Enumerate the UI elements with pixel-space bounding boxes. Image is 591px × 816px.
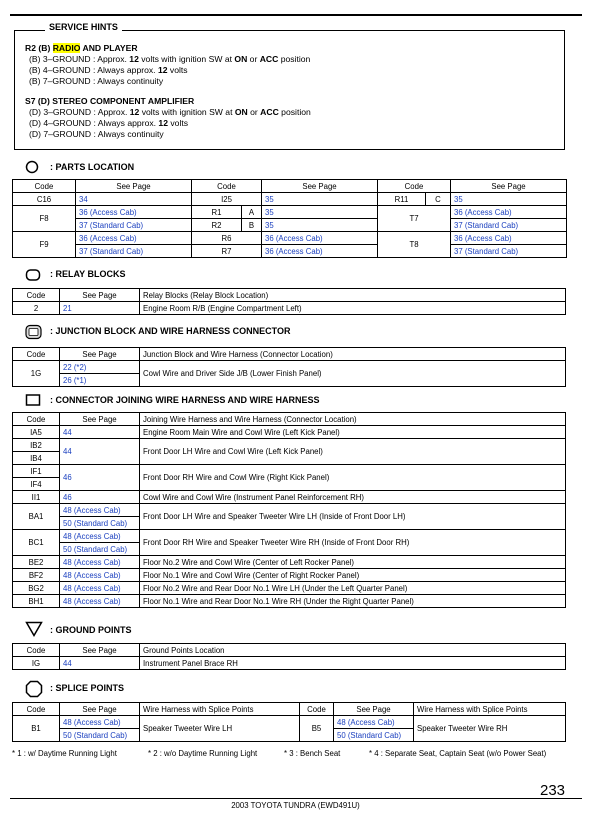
footnote-3: * 3 : Bench Seat	[284, 749, 341, 758]
hint-text: volts	[167, 118, 189, 128]
bottom-rule	[10, 798, 582, 799]
table-cell: IA5	[13, 426, 60, 439]
hint-s7-line-3	[25, 129, 311, 140]
connector-joining-table	[12, 412, 566, 608]
ground-points-table	[12, 643, 566, 670]
table-cell: T8	[378, 232, 451, 258]
octagon-icon	[25, 680, 43, 698]
service-hints-legend: SERVICE HINTS	[45, 22, 122, 32]
table-row	[13, 302, 566, 315]
hint-text: volts with ignition SW at	[139, 107, 235, 117]
page-link[interactable]: 37 (Standard Cab)	[451, 245, 567, 258]
table-cell: IB4	[13, 452, 60, 465]
column-header: Code	[13, 289, 60, 302]
hint-r2-line-3	[25, 76, 310, 87]
table-row	[13, 426, 566, 439]
table-cell: A	[242, 206, 262, 219]
splice-points-title: : SPLICE POINTS	[50, 683, 125, 693]
hint-text: (B) 3–GROUND : Approx.	[29, 54, 130, 64]
column-header: Code	[13, 413, 60, 426]
table-cell: II1	[13, 491, 60, 504]
page-link[interactable]: 50 (Standard Cab)	[60, 517, 140, 530]
table-cell: BC1	[13, 530, 60, 556]
page-link[interactable]: 50 (Standard Cab)	[60, 729, 140, 742]
table-row	[13, 245, 567, 258]
page-link[interactable]: 48 (Access Cab)	[60, 582, 140, 595]
table-cell: Cowl Wire and Cowl Wire (Instrument Panel Reinforcement RH)	[140, 491, 566, 504]
page-link[interactable]: 22 (*2)	[60, 361, 140, 374]
hint-r2-name: AND PLAYER	[82, 43, 138, 53]
page-link[interactable]: 48 (Access Cab)	[60, 595, 140, 608]
table-cell: Junction Block and Wire Harness (Connector Location)	[140, 348, 566, 361]
hint-r2-code: R2 (B)	[25, 43, 51, 53]
hint-text: (D) 7–GROUND : Always continuity	[29, 129, 164, 139]
page-link[interactable]: 48 (Access Cab)	[334, 716, 414, 729]
table-header	[13, 348, 566, 361]
table-cell: C16	[13, 193, 76, 206]
table-row	[13, 582, 566, 595]
hint-text: or	[247, 107, 261, 117]
table-cell: Engine Room R/B (Engine Compartment Left)	[140, 302, 566, 315]
table-cell: IB2	[13, 439, 60, 452]
triangle-icon	[25, 621, 43, 637]
relay-blocks-title: : RELAY BLOCKS	[50, 269, 126, 279]
table-header	[13, 413, 566, 426]
page-link[interactable]: 46	[60, 465, 140, 491]
hint-text: 12	[129, 54, 139, 64]
junction-block-icon	[25, 324, 43, 340]
hint-text: ON	[234, 107, 248, 117]
hint-text: ACC	[259, 54, 279, 64]
page-link[interactable]: 36 (Access Cab)	[76, 232, 192, 245]
table-row	[13, 232, 567, 245]
column-header: Code	[13, 644, 60, 657]
table-row	[13, 716, 566, 729]
table-cell: IF4	[13, 478, 60, 491]
footnote-2: * 2 : w/o Daytime Running Light	[148, 749, 258, 758]
table-cell: Relay Blocks (Relay Block Location)	[140, 289, 566, 302]
table-row	[13, 193, 567, 206]
square-icon	[25, 393, 41, 407]
table-row	[13, 556, 566, 569]
table-row	[13, 491, 566, 504]
table-cell: Joining Wire Harness and Wire Harness (Connector Location)	[140, 413, 566, 426]
column-header: See Page	[334, 703, 414, 716]
junction-block-table	[12, 347, 566, 387]
table-cell: BH1	[13, 595, 60, 608]
table-row	[13, 206, 567, 219]
page-link[interactable]: 36 (Access Cab)	[262, 245, 378, 258]
hint-text: (D) 4–GROUND : Always approx.	[29, 118, 159, 128]
table-cell: T7	[378, 206, 451, 232]
column-header: Code	[300, 703, 334, 716]
table-row	[13, 439, 566, 452]
page-link[interactable]: 35	[262, 206, 378, 219]
hint-s7	[25, 96, 311, 140]
table-row	[13, 530, 566, 543]
page-link[interactable]: 50 (Standard Cab)	[334, 729, 414, 742]
table-cell: R6	[192, 232, 262, 245]
table-cell: B	[242, 219, 262, 232]
junction-block-title: : JUNCTION BLOCK AND WIRE HARNESS CONNECTOR	[50, 326, 291, 336]
table-cell: BG2	[13, 582, 60, 595]
table-row	[13, 569, 566, 582]
page-link[interactable]: 35	[451, 193, 567, 206]
table-cell: Cowl Wire and Driver Side J/B (Lower Finish Panel)	[140, 361, 566, 387]
column-header: Code	[13, 180, 76, 193]
table-cell: R2	[192, 219, 242, 232]
hint-text: (B) 7–GROUND : Always continuity	[29, 76, 164, 86]
parts-location-title: : PARTS LOCATION	[50, 162, 135, 172]
parts-location-table	[12, 179, 567, 258]
page-link[interactable]: 37 (Standard Cab)	[76, 219, 192, 232]
table-header	[13, 703, 566, 716]
table-row	[13, 361, 566, 374]
page-link[interactable]: 48 (Access Cab)	[60, 530, 140, 543]
table-header	[13, 180, 567, 193]
table-cell: Engine Room Main Wire and Cowl Wire (Left Kick Panel)	[140, 426, 566, 439]
table-cell: IG	[13, 657, 60, 670]
page-link[interactable]: 36 (Access Cab)	[76, 206, 192, 219]
table-cell: BE2	[13, 556, 60, 569]
table-cell: Speaker Tweeter Wire LH	[140, 716, 300, 742]
table-cell: Front Door LH Wire and Cowl Wire (Left Kick Panel)	[140, 439, 566, 465]
hint-text: or	[247, 54, 260, 64]
table-cell: 1G	[13, 361, 60, 387]
column-header: See Page	[262, 180, 378, 193]
hint-text: 12	[157, 65, 168, 75]
table-cell: 2	[13, 302, 60, 315]
table-row	[13, 504, 566, 517]
table-cell: BF2	[13, 569, 60, 582]
page-link[interactable]: 21	[60, 302, 140, 315]
page-number: 233	[540, 782, 566, 799]
footnote-1: * 1 : w/ Daytime Running Light	[12, 749, 117, 758]
table-cell: BA1	[13, 504, 60, 530]
connector-joining-title: : CONNECTOR JOINING WIRE HARNESS AND WIRE HARNESS	[50, 395, 320, 405]
table-cell: R1	[192, 206, 242, 219]
table-cell: F9	[13, 232, 76, 258]
table-cell: Front Door RH Wire and Cowl Wire (Right Kick Panel)	[140, 465, 566, 491]
table-cell: Floor No.2 Wire and Rear Door No.1 Wire LH (Under the Left Quarter Panel)	[140, 582, 566, 595]
table-row	[13, 219, 567, 232]
splice-points-table	[12, 702, 566, 742]
page-link[interactable]: 48 (Access Cab)	[60, 556, 140, 569]
table-row	[13, 595, 566, 608]
table-cell: Floor No.2 Wire and Cowl Wire (Center of Left Rocker Panel)	[140, 556, 566, 569]
hint-s7-title: S7 (D) STEREO COMPONENT AMPLIFIER	[25, 96, 195, 106]
footnote-4: * 4 : Separate Seat, Captain Seat (w/o Power Seat)	[369, 749, 547, 758]
page-link[interactable]: 50 (Standard Cab)	[60, 543, 140, 556]
hint-text: 12	[129, 107, 140, 117]
page-link[interactable]: 36 (Access Cab)	[262, 232, 378, 245]
hint-r2-line-2	[25, 65, 310, 76]
page-link[interactable]: 44	[60, 439, 140, 465]
table-cell: Front Door RH Wire and Speaker Tweeter Wire RH (Inside of Front Door RH)	[140, 530, 566, 556]
ground-points-title: : GROUND POINTS	[50, 625, 132, 635]
table-cell: Instrument Panel Brace RH	[140, 657, 566, 670]
page-link[interactable]: 36 (Access Cab)	[451, 206, 567, 219]
table-cell: B1	[13, 716, 60, 742]
table-cell: C	[426, 193, 451, 206]
hint-text: ACC	[260, 107, 279, 117]
hint-text: ON	[234, 54, 248, 64]
page-link[interactable]: 48 (Access Cab)	[60, 716, 140, 729]
service-hints-box	[14, 22, 565, 150]
hint-text: 12	[158, 118, 168, 128]
column-header: Code	[378, 180, 451, 193]
table-row	[13, 465, 566, 478]
table-header	[13, 644, 566, 657]
page-link[interactable]: 48 (Access Cab)	[60, 569, 140, 582]
column-header: Code	[192, 180, 262, 193]
table-cell: I25	[192, 193, 262, 206]
page-link[interactable]: 44	[60, 657, 140, 670]
page-link[interactable]: 36 (Access Cab)	[451, 232, 567, 245]
table-cell: Floor No.1 Wire and Cowl Wire (Center of Right Rocker Panel)	[140, 569, 566, 582]
column-header: See Page	[60, 644, 140, 657]
column-header: Code	[13, 348, 60, 361]
column-header: See Page	[76, 180, 192, 193]
page-footer: 2003 TOYOTA TUNDRA (EWD491U)	[231, 801, 360, 810]
column-header: See Page	[60, 703, 140, 716]
column-header: See Page	[60, 289, 140, 302]
table-row	[13, 657, 566, 670]
page-link[interactable]: 34	[76, 193, 192, 206]
top-rule	[10, 14, 582, 16]
hint-r2-title	[25, 43, 310, 54]
table-cell: Speaker Tweeter Wire RH	[414, 716, 566, 742]
rounded-rect-icon	[25, 268, 41, 282]
hint-text: volts with ignition SW at	[138, 54, 235, 64]
table-cell: Wire Harness with Splice Points	[414, 703, 566, 716]
hint-r2	[25, 43, 310, 87]
hint-text: volts	[167, 65, 188, 75]
table-cell: F8	[13, 206, 76, 232]
hint-r2-line-1	[25, 54, 310, 65]
table-cell: Wire Harness with Splice Points	[140, 703, 300, 716]
page-link[interactable]: 37 (Standard Cab)	[76, 245, 192, 258]
column-header: See Page	[60, 413, 140, 426]
table-cell: R7	[192, 245, 262, 258]
hint-s7-line-2	[25, 118, 311, 129]
column-header: See Page	[451, 180, 567, 193]
hint-text: (D) 3–GROUND : Approx.	[29, 107, 130, 117]
hint-text: position	[278, 54, 311, 64]
hint-text: (B) 4–GROUND : Always approx.	[29, 65, 158, 75]
table-cell: IF1	[13, 465, 60, 478]
page-link[interactable]: 26 (*1)	[60, 374, 140, 387]
table-cell: Ground Points Location	[140, 644, 566, 657]
page-link[interactable]: 48 (Access Cab)	[60, 504, 140, 517]
table-cell: R11	[378, 193, 426, 206]
hint-text: position	[278, 107, 311, 117]
column-header: Code	[13, 703, 60, 716]
table-cell: Floor No.1 Wire and Rear Door No.1 Wire RH (Under the Right Quarter Panel)	[140, 595, 566, 608]
relay-blocks-table	[12, 288, 566, 315]
circle-icon	[25, 160, 39, 174]
page-link[interactable]: 37 (Standard Cab)	[451, 219, 567, 232]
page-link[interactable]: 46	[60, 491, 140, 504]
table-cell: B5	[300, 716, 334, 742]
column-header: See Page	[60, 348, 140, 361]
table-cell: Front Door LH Wire and Speaker Tweeter Wire LH (Inside of Front Door LH)	[140, 504, 566, 530]
table-header	[13, 289, 566, 302]
hint-r2-highlight: RADIO	[52, 43, 81, 53]
page-link[interactable]: 44	[60, 426, 140, 439]
page-link[interactable]: 35	[262, 193, 378, 206]
page-link[interactable]: 35	[262, 219, 378, 232]
hint-s7-line-1	[25, 107, 311, 118]
